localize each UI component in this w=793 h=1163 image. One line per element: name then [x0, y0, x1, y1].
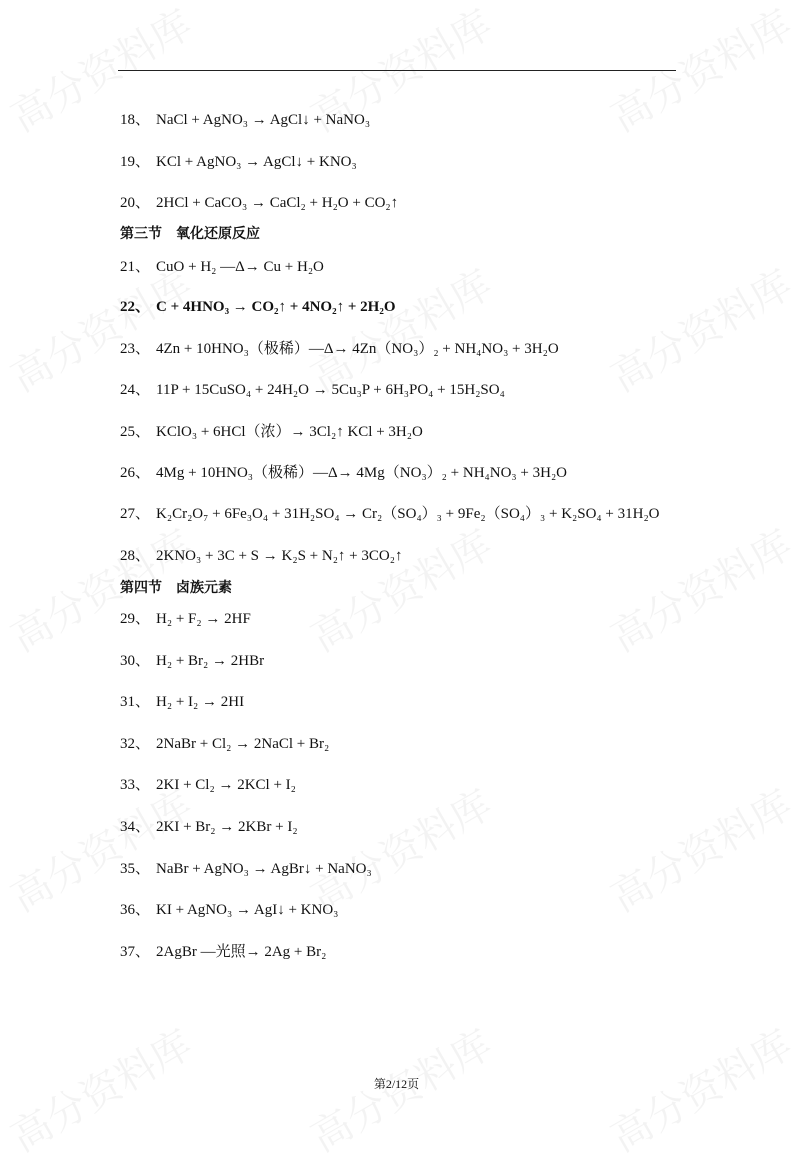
- equation-27: 27、 K₂Cr₂O₇ + 6Fe₃O₄ + 31H₂SO₄ → Cr₂（SO₄）₃ + 9Fe₂（SO₄）₃ + K₂SO₄ + 31H₂O: [120, 506, 660, 522]
- watermark: [599, 0, 793, 143]
- equation-26: 26、 4Mg + 10HNO₃（极稀）—Δ→ 4Mg（NO₃）₂ + NH₄NO₃ + 3H₂O: [120, 465, 568, 481]
- watermark: [599, 774, 793, 923]
- equation-21: 21、 CuO + H₂ —Δ→ Cu + H₂O: [120, 259, 324, 275]
- equation-19: 19、 KCl + AgNO₃ → AgCl↓ + KNO₃: [120, 154, 357, 170]
- equation-25: 25、 KClO₃ + 6HCl（浓）→ 3Cl₂↑ KCl + 3H₂O: [120, 424, 423, 440]
- equation-30: 30、 H₂ + Br₂ → 2HBr: [120, 653, 265, 669]
- equation-36: 36、 KI + AgNO₃ → AgI↓ + KNO₃: [120, 902, 339, 918]
- equation-24: 24、 11P + 15CuSO₄ + 24H₂O → 5Cu₃P + 6H₃PO₄ + 15H₂SO₄: [120, 382, 505, 398]
- watermark: [599, 254, 793, 403]
- equation-31: 31、 H₂ + I₂ → 2HI: [120, 694, 245, 710]
- equation-18: 18、 NaCl + AgNO₃ → AgCl↓ + NaNO₃: [120, 112, 371, 128]
- equation-32: 32、 2NaBr + Cl₂ → 2NaCl + Br₂: [120, 736, 330, 752]
- page-number: 第2/12页: [373, 1077, 420, 1091]
- watermark: [299, 514, 501, 663]
- equation-28: 28、 2KNO₃ + 3C + S → K₂S + N₂↑ + 3CO₂↑: [120, 548, 403, 564]
- equation-23: 23、 4Zn + 10HNO₃（极稀）—Δ→ 4Zn（NO₃）₂ + NH₄NO₃ + 3H₂O: [120, 341, 559, 357]
- equation-20: 20、 2HCl + CaCO₃ → CaCl₂ + H₂O + CO₂↑: [120, 195, 399, 211]
- header-rule: [118, 70, 676, 71]
- section-title-halogens: 第四节 卤族元素: [120, 580, 232, 596]
- equation-29: 29、 H₂ + F₂ → 2HF: [120, 611, 251, 627]
- equation-34: 34、 2KI + Br₂ → 2KBr + I₂: [120, 819, 298, 835]
- equation-35: 35、 NaBr + AgNO₃ → AgBr↓ + NaNO₃: [120, 861, 372, 877]
- equation-22: 22、 C + 4HNO₃ → CO₂↑ + 4NO₂↑ + 2H₂O: [120, 299, 396, 315]
- watermark: [599, 514, 793, 663]
- section-title-redox: 第三节 氧化还原反应: [120, 226, 260, 242]
- equation-33: 33、 2KI + Cl₂ → 2KCl + I₂: [120, 777, 296, 793]
- equation-37: 37、 2AgBr —光照→ 2Ag + Br₂: [120, 944, 327, 960]
